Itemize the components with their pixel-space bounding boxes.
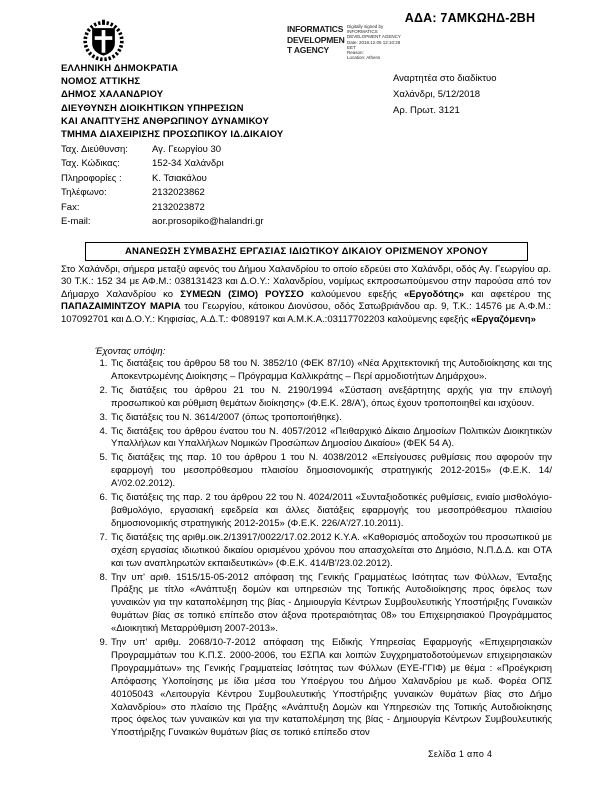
employee-name: ΠΑΠΑΖΑΙΜΙΝΤΖΟΥ ΜΑΡΙΑ xyxy=(61,301,181,313)
organisation-header-line: ΝΟΜΟΣ ΑΤΤΙΚΗΣ xyxy=(61,76,141,88)
legal-basis-item: 4. Τις διατάξεις του άρθρου ένατου του Ν. 4057/2012 «Πειθαρχικό Δίκαιο Δημοσίων Πολιτικών Διοικητικών Υπαλλήλων και Υπαλλήλων Νομικών Προσώπων Δημοσίου Δικαίου» (ΦΕΚ 54 Α). xyxy=(110,426,552,452)
intro-text: του Γεωργίου, κάτοικου Διονύσου, οδός Σατωβριάνδου αρ. 9, Τ.Κ.: 14576 με Α.Φ.Μ.: 107092701 και Δ.Ο.Υ.: Κηφισίας, Α.Δ.Τ.: Φ089197 και Α.Μ.Κ.Α.:03117702203 καλούμενης εφεξής xyxy=(61,301,552,325)
contact-value: 152-34 Χαλάνδρι xyxy=(152,158,224,170)
digital-signature-detail-line: EET xyxy=(347,44,356,50)
employee-term: «Εργαζόμενη» xyxy=(470,313,536,325)
organisation-header-line: ΔΙΕΥΘΥΝΣΗ ΔΙΟΙΚΗΤΙΚΩΝ ΥΠΗΡΕΣΙΩΝ xyxy=(61,102,244,114)
organisation-header-line: ΚΑΙ ΑΝΑΠΤΥΞΗΣ ΑΝΘΡΩΠΙΝΟΥ ΔΥΝΑΜΙΚΟΥ xyxy=(61,115,269,127)
digital-signature-agency-line: DEVELOPMEN xyxy=(287,34,345,45)
legal-basis-item: 7. Τις διατάξεις της αριθμ.οικ.2/13917/0022/17.02.2012 Κ.Υ.Α. «Καθορισμός αποδοχών του προσωπικού με σχέση εργασίας ιδιωτικού δικαίου ορισμένου χρόνου που απασχολείται στο Δημόσιο, Ν.Π.Δ.Δ. και ΟΤΑ και των αναπληρωτών εκπαιδευτικών» (Φ.Ε.Κ. 414/Β'/23.02.2012). xyxy=(110,532,552,571)
page-number: Σελίδα 1 απο 4 xyxy=(428,749,493,759)
publication-block xyxy=(393,71,563,119)
digital-signature-detail-line: Location: Athens xyxy=(347,55,381,61)
digital-signature-agency xyxy=(287,24,345,56)
contact-details xyxy=(61,143,361,229)
contact-label: E-mail: xyxy=(61,216,91,228)
organisation-header xyxy=(61,62,361,141)
protocol-number: Αρ. Πρωτ. 3121 xyxy=(393,105,460,116)
intro-text: και αφετέρου της xyxy=(464,288,552,300)
legal-basis-item: 1. Τις διατάξεις του άρθρου 58 του Ν. 3852/10 (ΦΕΚ 87/10) «Νέα Αρχιτεκτονική της Αυτοδιοίκησης και της Αποκεντρωμένης Διοίκησης – Πρόγραμμα Καλλικράτης – Περί αρμοδιοτήτων Δημάρχου». xyxy=(110,358,552,384)
contact-value: Κ. Τσιακάλου xyxy=(152,172,207,184)
employer-term: «Εργοδότης» xyxy=(403,288,465,300)
legal-basis-item: 3. Τις διατάξεις του Ν. 3614/2007 (όπως τροποποιήθηκε). xyxy=(110,412,552,425)
contact-row xyxy=(61,172,361,186)
legal-basis-item: 6. Τις διατάξεις της παρ. 2 του άρθρου 22 του Ν. 4024/2011 «Συνταξιοδοτικές ρυθμίσεις, ενιαίο μισθολόγιο-βαθμολόγιο, εργασιακή εφεδρεία και άλλες διατάξεις εφαρμογής του μεσοπρόθεσμου πλαισίου δημοσιονομικής στρατηγικής 2012-2015» (Φ.Ε.Κ. 226/Α'/27.10.2011). xyxy=(110,492,552,531)
contact-value: 2132023862 xyxy=(152,187,205,199)
contact-row xyxy=(61,143,361,157)
intro-text: καλούμενου εφεξής xyxy=(303,288,404,300)
digital-signature-details xyxy=(347,24,421,60)
contact-label: Fax: xyxy=(61,201,80,213)
legal-basis-item: 5. Τις διατάξεις της παρ. 10 του άρθρου 1 του Ν. 4038/2012 «Επείγουσες ρυθμίσεις που αφορούν την εφαρμογή του μεσοπρόθεσμου πλαισίου δημοσιονομικής στρατηγικής 2012-2015» (Φ.Ε.Κ. 14/Α'/02.02.2012). xyxy=(110,452,552,491)
contact-row xyxy=(61,186,361,200)
contact-row xyxy=(61,157,361,171)
contact-value: 2132023872 xyxy=(152,201,205,213)
having-regard-heading: Έχοντας υπόψη: xyxy=(95,346,166,357)
digital-signature-detail-line: DEVELOPMENT AGENCY xyxy=(347,34,401,40)
ada-code: ΑΔΑ: 7ΑΜΚΩΗΔ-2ΒΗ xyxy=(404,11,536,25)
digital-signature-agency-line: T AGENCY xyxy=(287,45,330,55)
greek-state-emblem-icon xyxy=(80,19,127,68)
digital-signature-detail-line: INFORMATICS xyxy=(347,29,378,35)
legal-basis-list xyxy=(61,358,552,741)
legal-basis-item: 9. Την υπ' αριθμ. 2068/10-7-2012 απόφαση της Ειδικής Υπηρεσίας Εφαρμογής «Επιχειρησιακών Προγραμμάτων του Κ.Π.Σ. 2000-2006, του ΕΣΠΑ και λοιπών Συγχρηματοδοτούμενων επιχειρησιακών Προγραμμάτων» της Γενικής Γραμματείας Ισότητας των Φύλλων (ΕΥΕ-ΓΓΙΦ) με θέμα : «Προέγκριση Απόφασης Υλοποίησης με ίδια μέσα του Υποέργου του Δήμου Χαλανδρίου με κωδ. Φορέα ΟΠΣ 40105043 «Λειτουργία Κέντρου Συμβουλευτικής Υποστήριξης γυναικών θυμάτων βίας στο Δήμο Χαλανδρίου» στο πλαίσιο της Πράξης «Ανάπτυξη Δομών και Υπηρεσιών της Τοπικής Αυτοδιοίκησης προς όφελος των γυναικών και για την καταπολέμηση της βίας - Δημιουργία Κέντρων Συμβουλευτικής Υποστήριξης Γυναικών θυμάτων βίας σε τοπικό επίπεδο στον xyxy=(110,637,552,740)
digital-signature-detail-line: Reason: xyxy=(347,50,364,56)
contact-value: aor.prosopiko@halandri.gr xyxy=(152,216,264,228)
digital-signature-detail-line: Digitally signed by xyxy=(347,24,384,29)
contact-row xyxy=(61,201,361,215)
legal-basis-item: 8. Την υπ' αριθ. 1515/15-05-2012 απόφαση της Γενικής Γραμματέως Ισότητας των Φύλλων, Ένταξης Πράξης με τίτλο «Ανάπτυξη δομών και υπηρεσιών της Τοπικής Αυτοδιοίκησης προς όφελος των γυναικών για την καταπολέμηση της βίας - Δημιουργία Κέντρων Συμβουλευτικής Υποστήριξης Γυναικών θυμάτων βίας σε τοπικό επίπεδο στον άξονα προτεραιότητας 08» του Επιχειρησιακού Προγράμματος «Διοικητική Μεταρρύθμιση 2007-2013». xyxy=(110,572,552,637)
digital-signature-agency-line: INFORMATICS xyxy=(287,24,344,34)
employer-name: ΣΥΜΕΩΝ (ΣΙΜΟ) ΡΟΥΣΣΟ xyxy=(180,288,304,300)
contact-value: Αγ. Γεωργίου 30 xyxy=(152,144,222,155)
contact-label: Τηλέφωνο: xyxy=(61,187,107,199)
contact-label: Ταχ. Κώδικας: xyxy=(61,158,120,170)
document-title: ΑΝΑΝΕΩΣΗ ΣΥΜΒΑΣΗΣ ΕΡΓΑΣΙΑΣ ΙΔΙΩΤΙΚΟΥ ΔΙΚΑΙΟΥ ΟΡΙΣΜΕΝΟΥ ΧΡΟΝΟΥ xyxy=(85,242,528,261)
intro-text: Στο Χαλάνδρι, σήμερα μεταξύ αφενός του Δήμου Χαλανδρίου το οποίο εδρεύει στο Χαλάνδρι, οδός Αγ. Γεωργίου αρ. 30 Τ.Κ.: 152 34 με ΑΦ.Μ.: 038131423 και Δ.Ο.Υ.: Χαλανδρίου, νομίμως εκπροσωπούμενου στην παρούσα από τον Δήμαρχο Χαλανδρίου κο xyxy=(61,264,551,300)
publication-note: Αναρτητέα στο διαδίκτυο xyxy=(393,73,497,84)
digital-signature-detail-line: Date: 2018.12.05 12:10:28 xyxy=(347,39,401,45)
contact-row xyxy=(61,215,361,229)
place-and-date: Χαλάνδρι, 5/12/2018 xyxy=(393,89,481,100)
contact-label: Ταχ. Διεύθυνση: xyxy=(61,144,128,155)
organisation-header-line: ΔΗΜΟΣ ΧΑΛΑΝΔΡΙΟΥ xyxy=(61,89,164,101)
intro-paragraph xyxy=(61,264,551,326)
legal-basis-item: 2. Τις διατάξεις του άρθρου 21 του Ν. 2190/1994 «Σύσταση ανεξάρτητης αρχής για την επιλογή προσωπικού και ρύθμιση θεμάτων διοίκησης» (Φ.Ε.Κ. 28/Α'), όπως έχουν τροποποιηθεί και ισχύουν. xyxy=(110,385,552,411)
contact-label: Πληροφορίες : xyxy=(61,172,122,184)
organisation-header-line: ΤΜΗΜΑ ΔΙΑΧΕΙΡΙΣΗΣ ΠΡΟΣΩΠΙΚΟΥ ΙΔ.ΔΙΚΑΙΟΥ xyxy=(61,129,284,141)
organisation-header-line: ΕΛΛΗΝΙΚΗ ΔΗΜΟΚΡΑΤΙΑ xyxy=(61,63,179,74)
